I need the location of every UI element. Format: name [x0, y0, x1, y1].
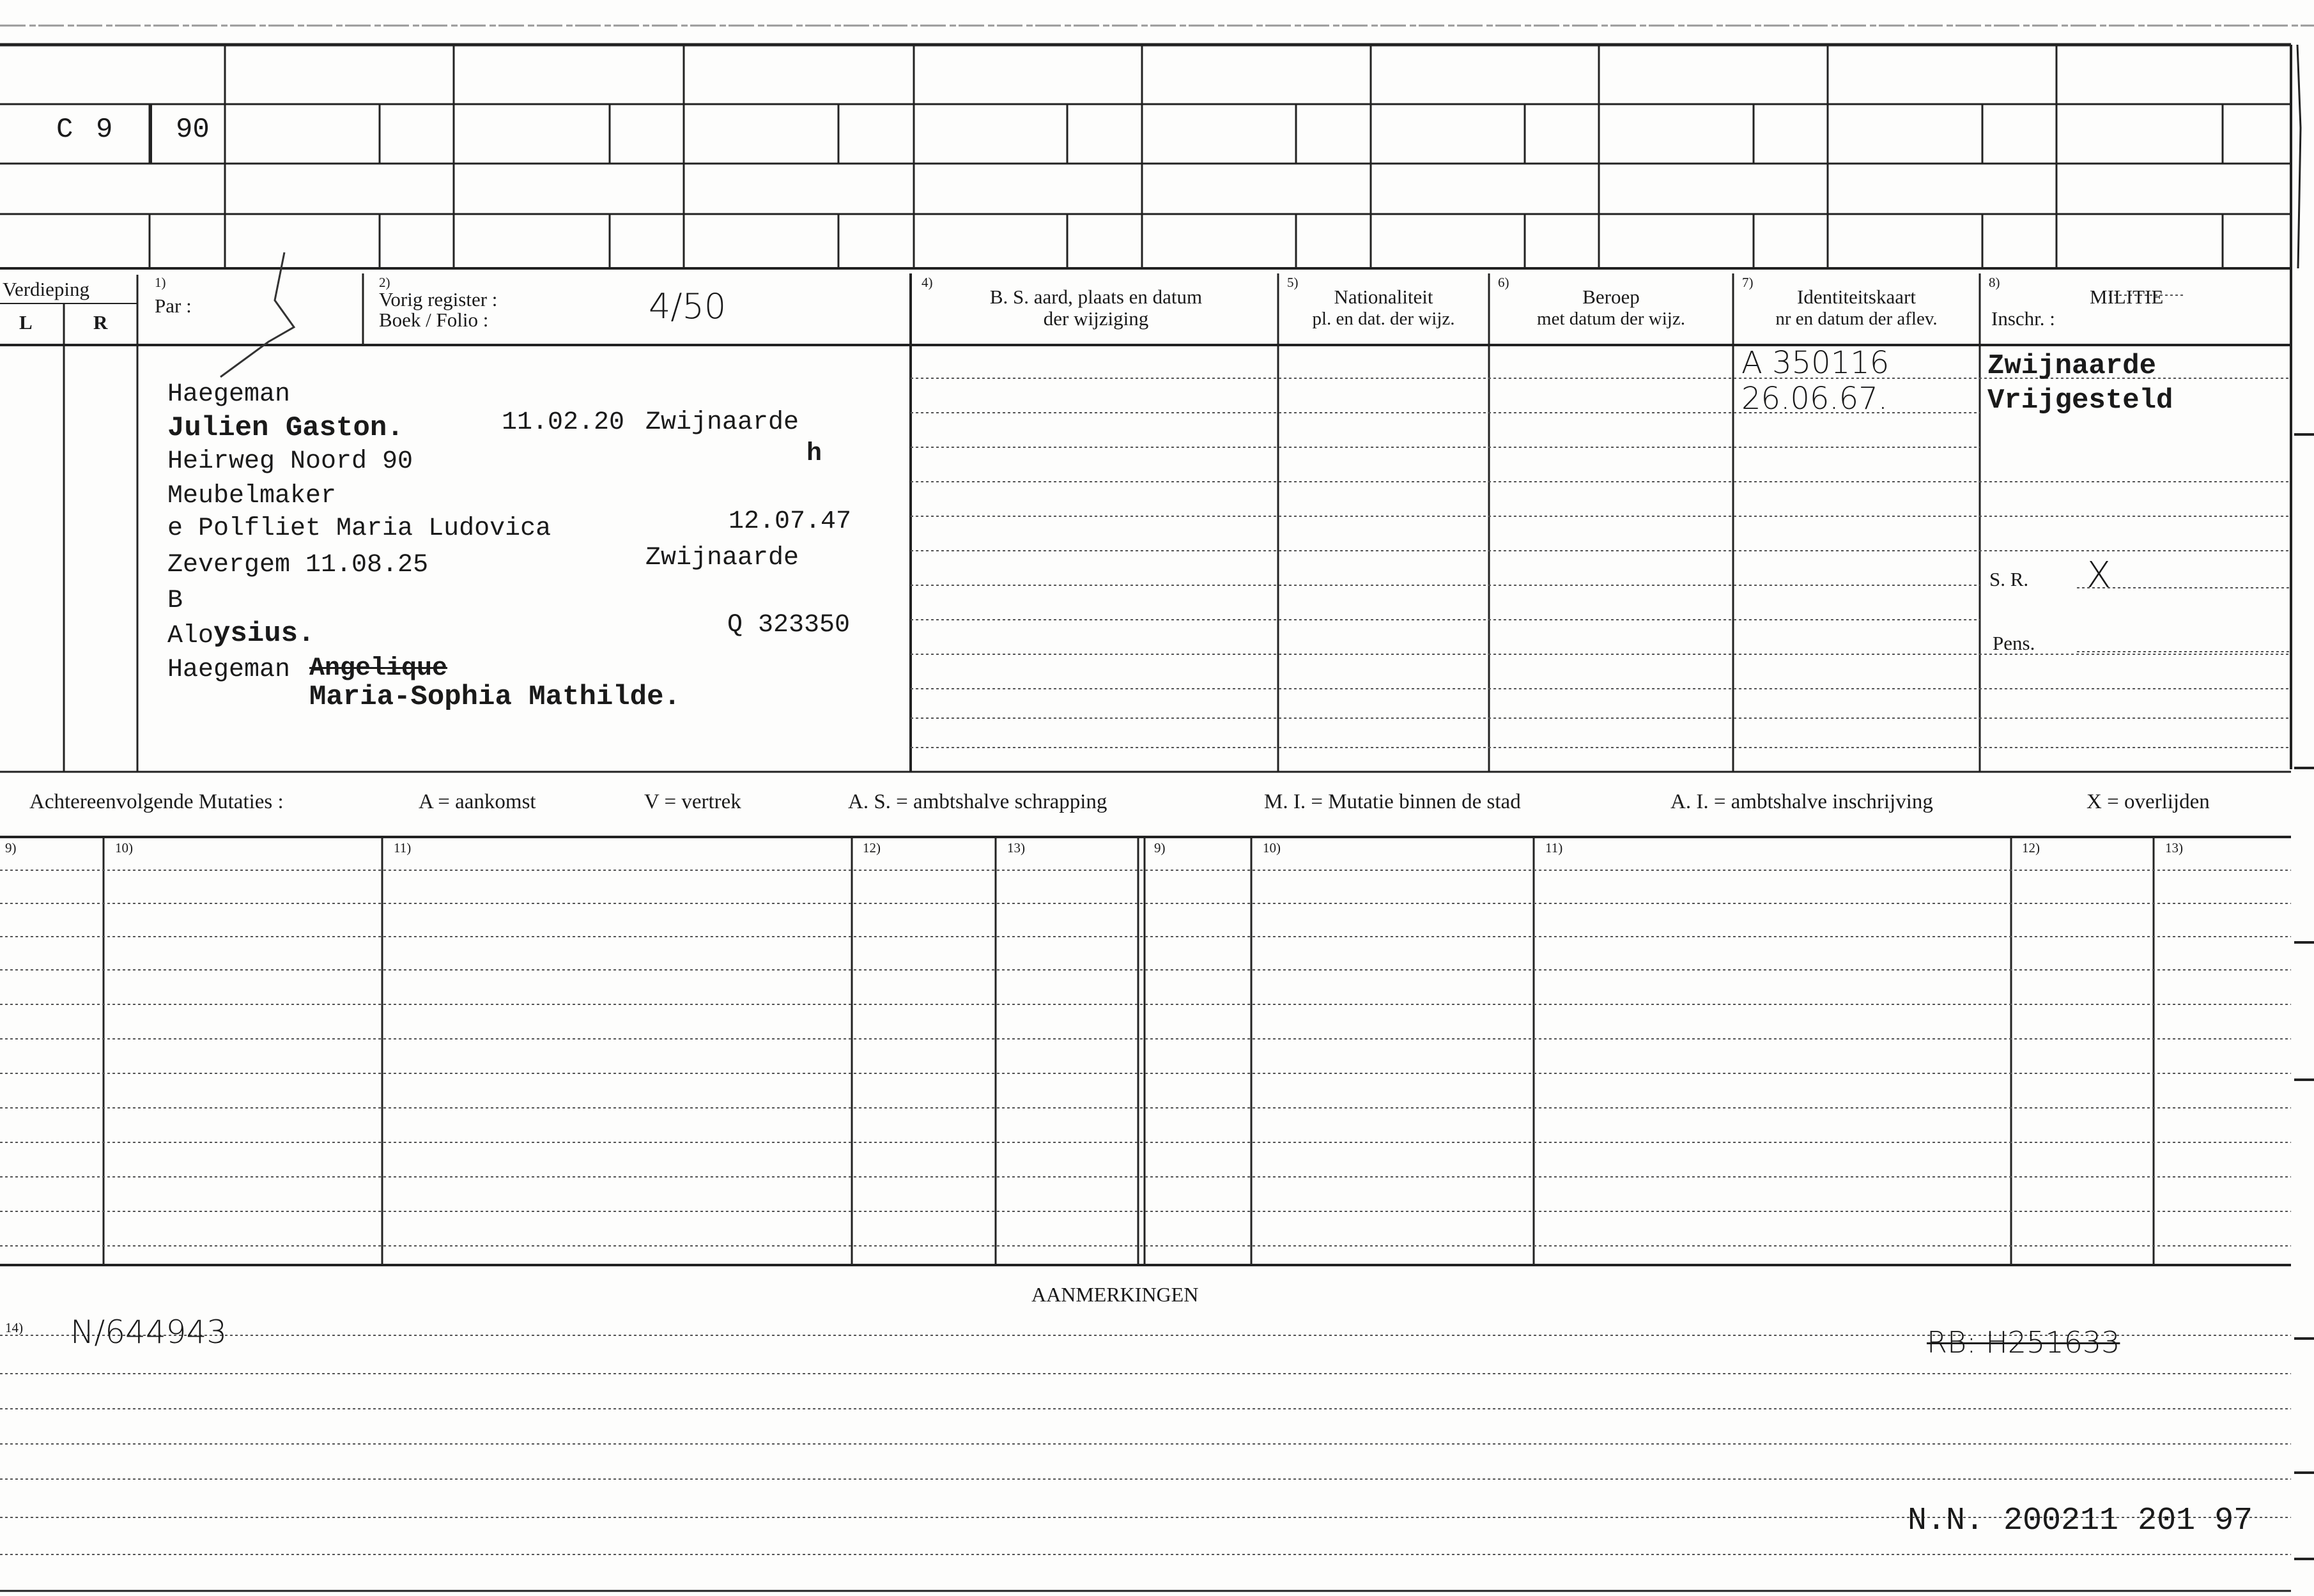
legend-item-vertrek: V = vertrek [644, 790, 741, 813]
militie-pens-label: Pens. [1993, 632, 2035, 654]
mut-col-10-right: 10) [1263, 840, 1281, 856]
col8-number: 8) [1989, 275, 2000, 290]
person-child-surname: Haegeman [167, 656, 291, 684]
person-address: Heirweg Noord 90 [167, 447, 413, 476]
person-profession: Meubelmaker [167, 482, 337, 510]
top-code-letter: C [56, 114, 73, 146]
person-aloysius-suffix: ysius. [213, 618, 315, 650]
verdieping-label: Verdieping [3, 278, 90, 300]
person-birth-date: 11.02.20 [502, 408, 625, 437]
verdieping-r: R [93, 311, 108, 334]
mut-col-12-right: 12) [2022, 840, 2040, 856]
col7-number: 7) [1742, 275, 1754, 290]
id-card-date: 26.06.67. [1741, 381, 1888, 417]
remarks-code: N/644943 [70, 1314, 228, 1351]
person-marriage-date: 12.07.47 [729, 507, 852, 536]
person-child-names: Maria-Sophia Mathilde. [309, 681, 681, 713]
person-letter-b: B [167, 587, 183, 615]
mut-col-9-left: 9) [5, 840, 17, 856]
col4-line1: B. S. aard, plaats en datum [989, 286, 1203, 308]
militie-sr-value: X [2086, 555, 2111, 596]
mut-col-11-left: 11) [394, 840, 412, 856]
remarks-title: AANMERKINGEN [1031, 1283, 1199, 1306]
mut-col-10-left: 10) [115, 840, 133, 856]
col4-number: 4) [922, 275, 933, 290]
mut-col-13-left: 13) [1007, 840, 1025, 856]
top-code-number: 90 [176, 114, 210, 146]
id-card-number: A 350116 [1741, 345, 1890, 381]
remarks-nn: N.N. 200211 201 97 [1908, 1503, 2253, 1539]
person-surname: Haegeman [167, 380, 291, 409]
col5-number: 5) [1287, 275, 1299, 290]
person-birth-place: Zwijnaarde [645, 408, 799, 437]
person-spouse: e Polfliet Maria Ludovica [167, 514, 552, 543]
col5-line2: pl. en dat. der wijz. [1312, 309, 1455, 329]
legend-item-overlijden: X = overlijden [2086, 790, 2210, 813]
col6-number: 6) [1498, 275, 1509, 290]
militie-status: Vrijgesteld [1987, 385, 2173, 417]
col6-line2: met datum der wijz. [1537, 309, 1685, 329]
legend-item-schrapping: A. S. = ambtshalve schrapping [848, 790, 1107, 813]
col8-inschr: Inschr. : [1991, 307, 2055, 330]
militie-sr-label: S. R. [1989, 568, 2029, 590]
person-spouse-birth: Zevergem 11.08.25 [167, 551, 429, 579]
col2-folio-value: 4/50 [649, 286, 727, 326]
legend-item-aankomst: A = aankomst [419, 790, 536, 813]
top-code-digit: 9 [96, 114, 113, 146]
col7-line2: nr en datum der aflev. [1775, 309, 1938, 329]
person-struck-name: Angelique [309, 654, 448, 683]
col8-militie: MILITIE [2090, 286, 2164, 308]
col4-line2: der wijziging [1043, 307, 1149, 330]
col2-line2: Boek / Folio : [379, 309, 489, 331]
col1-number: 1) [155, 275, 166, 290]
person-mark-h: h [806, 440, 822, 468]
person-given-names: Julien Gaston. [167, 412, 404, 444]
mut-col-13-right: 13) [2165, 840, 2183, 856]
mut-col-11-right: 11) [1545, 840, 1563, 856]
top-code-divider [150, 104, 152, 164]
person-marriage-place: Zwijnaarde [645, 544, 799, 572]
person-aloysius-prefix: Alo [167, 622, 214, 650]
col5-line1: Nationaliteit [1334, 286, 1433, 308]
verdieping-l: L [19, 311, 33, 334]
person-code-q: Q 323350 [727, 611, 851, 640]
mut-col-9-right: 9) [1154, 840, 1166, 856]
col7-line1: Identiteitskaart [1797, 286, 1916, 308]
legend-item-inschrijving: A. I. = ambtshalve inschrijving [1670, 790, 1933, 813]
col2-number: 2) [379, 275, 390, 290]
col1-par-label: Par : [155, 295, 192, 317]
remarks-rb: RB: H251633 [1927, 1325, 2120, 1360]
legend-title: Achtereenvolgende Mutaties : [29, 790, 284, 813]
mut-col-12-left: 12) [863, 840, 881, 856]
col2-line1: Vorig register : [379, 288, 498, 311]
legend-item-mutatie: M. I. = Mutatie binnen de stad [1264, 790, 1521, 813]
militie-place: Zwijnaarde [1987, 350, 2157, 382]
col6-line1: Beroep [1582, 286, 1640, 308]
remarks-number: 14) [5, 1320, 23, 1335]
